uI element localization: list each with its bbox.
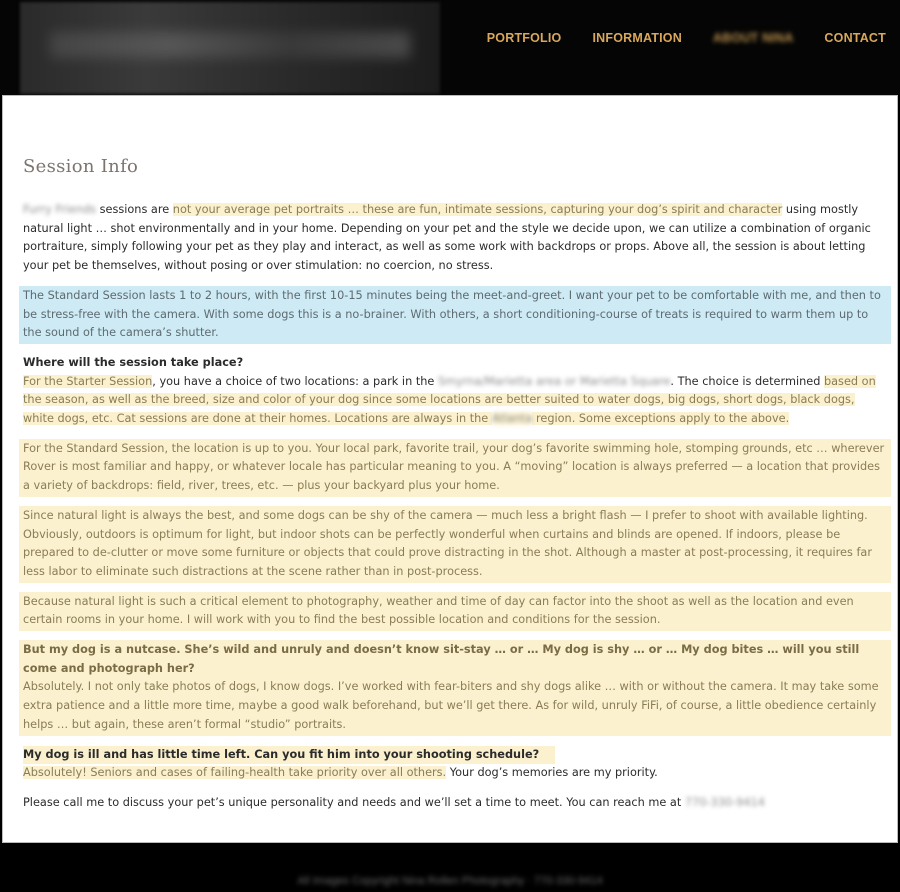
brand-name: Furry Friends	[23, 203, 97, 216]
site-footer	[0, 843, 900, 892]
question-location: Where will the session take place?	[23, 355, 244, 369]
lighting-paragraph: Since natural light is always the best, and some dogs can be shy of the camera — much less a bright flash — I prefer to shoot with available lighting. Obviously, outdoors is optimum for light, but indoor shots can be perfectly wonderful when curtains and blinds are opened. If indoors, please be prepared to de-clutter or move some furniture or objects that could prove distracting in the shot. Although a master at post-processing, it requires far less labor to eliminate such distractions at the scene rather than in post-process.	[19, 506, 891, 583]
phone-number[interactable]: 770-330-9414	[684, 795, 765, 809]
weather-paragraph: Because natural light is such a critical element to photography, weather and time of day can factor into the shoot as well as the location and even certain rooms in your home. I will work with you to find the best possible location and conditions for the session.	[19, 592, 891, 631]
highlight-text: For the Starter Session	[23, 374, 153, 388]
article-body	[19, 200, 891, 823]
highlight-text: region. Some exceptions apply to the above.	[532, 412, 790, 426]
question-ill-dog: My dog is ill and has little time left. Can you fit him into your shooting schedule?	[23, 746, 555, 765]
page-title: Session Info	[23, 156, 139, 178]
highlight-text: not your average pet portraits … these are fun, intimate sessions, capturing your dog’s spirit and character	[172, 203, 783, 216]
nav-portfolio[interactable]: PORTFOLIO	[486, 31, 562, 45]
contact-paragraph	[19, 793, 891, 814]
standard-location-paragraph: For the Standard Session, the location is up to you. Your local park, favorite trail, your dog’s favorite swimming hole, stomping grounds, etc … wherever Rover is most familiar and happy, or whatever locale has particular meaning to you. A “moving” location is always preferred — a location that provides a variety of backdrops: field, river, trees, etc. — plus your backyard plus your home.	[19, 439, 891, 497]
content-panel	[2, 95, 898, 843]
nutcase-section	[19, 640, 891, 736]
highlight-text: based on the season, as well as the breed, size and color of your dog since some locations are better suited to water dogs, big dogs, short dogs, black dogs, white dogs, etc. Cat sessions are done at their homes. Locations are always in the	[23, 374, 876, 426]
location-section	[19, 353, 891, 430]
text: . The choice is determined	[670, 374, 824, 388]
intro-paragraph	[19, 200, 891, 277]
question-nutcase: But my dog is a nutcase. She’s wild and unruly and doesn’t know sit-stay … or … My dog is shy … or … My dog bites … will you still come and photograph her?	[23, 643, 860, 675]
logo-mark	[50, 32, 410, 58]
text: Your dog’s memories are my priority.	[446, 766, 658, 780]
highlight-text: Absolutely! Seniors and cases of failing-health take priority over all others.	[23, 766, 447, 780]
nav-information[interactable]: INFORMATION	[592, 31, 682, 45]
text: using mostly natural light … shot environmentally and in your home. Depending on your pet and the style we decide upon, we can utilize a combination of organic portraiture, simply following your pet as they play and interact, as well as some work with backdrops or props. Above all, the session is about letting your pet be themselves, without posing or over stimulation: no coercion, no stress.	[23, 203, 871, 273]
main-nav	[456, 31, 886, 45]
answer-nutcase: Absolutely. I not only take photos of dogs, I know dogs. I’ve worked with fear-biters and shy dogs alike … with or without the camera. It may take some extra patience and a little more time, maybe a good walk beforehand, but we’ll get there. As for wild, unruly FiFi, of course, a little obedience certainly helps … but again, these aren’t formal “studio” portraits.	[23, 680, 879, 731]
location-names: Smyrna/Marietta area or Marietta Square	[437, 374, 671, 388]
copyright-text: All Images Copyright Nina Rollen Photography · 770-330-9414	[297, 875, 603, 887]
site-logo[interactable]	[20, 2, 440, 94]
nav-contact[interactable]: CONTACT	[824, 31, 886, 45]
text: sessions are	[96, 203, 173, 216]
city-name: Atlanta	[491, 412, 533, 426]
ill-dog-section	[19, 745, 891, 784]
text: Please call me to discuss your pet’s unique personality and needs and we’ll set a time to meet. You can reach me at	[23, 795, 685, 809]
site-header	[0, 0, 900, 95]
nav-about[interactable]: ABOUT NINA	[712, 31, 794, 45]
standard-session-paragraph: The Standard Session lasts 1 to 2 hours, with the first 10-15 minutes being the meet-and-greet. I want your pet to be comfortable with me, and then to be stress-free with the camera. With some dogs this is a no-brainer. With others, a short conditioning-course of treats is required to warm them up to the sound of the camera’s shutter.	[19, 286, 891, 344]
text: , you have a choice of two locations: a park in the	[152, 374, 438, 388]
